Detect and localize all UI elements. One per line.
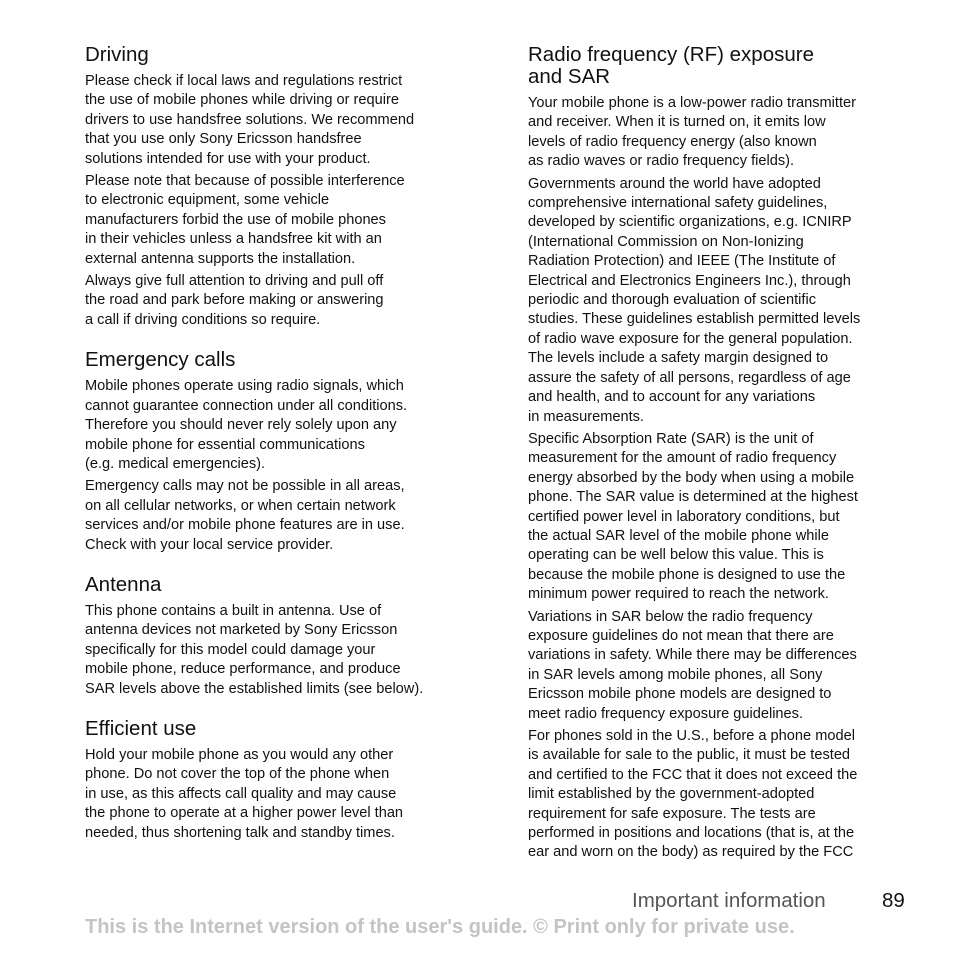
paragraph: For phones sold in the U.S., before a phone model is available for sale to the public, it must be tested and certified to the FCC that it does not exceed the limit established by the government-adopted requirement for safe exposure. The tests are performed in positions and locations (that is, at the ear and worn on the body) as required by the FCC [528, 728, 858, 861]
paragraph: Emergency calls may not be possible in all areas, on all cellular networks, or when certain network services and/or mobile phone features are in use. Check with your local service provider. [85, 478, 405, 553]
page-number: 89 [882, 889, 905, 912]
section-heading-driving: Driving [85, 43, 149, 66]
footer-section-label: Important information [632, 889, 826, 912]
paragraph: Please check if local laws and regulations restrict the use of mobile phones while driving or require drivers to use handsfree solutions. We recommend that you use only Sony Ericsson handsfree solutions intended for use with your product. [85, 73, 415, 167]
paragraph: Your mobile phone is a low-power radio transmitter and receiver. When it is turned on, it emits low levels of radio frequency energy (also known as radio waves or radio frequency fields). [528, 95, 856, 170]
section-driving [85, 44, 470, 330]
internet-version-notice: This is the Internet version of the user's guide. © Print only for private use. [85, 916, 795, 938]
paragraph: This phone contains a built in antenna. Use of antenna devices not marketed by Sony Ericsson specifically for this model could damage your mobile phone, reduce performance, and produce SAR levels above the established limits (see below). [85, 602, 424, 697]
paragraph: Variations in SAR below the radio frequency exposure guidelines do not mean that there are variations in safety. While there may be differences in SAR levels among mobile phones, all Sony Ericsson mobile phone models are designed to meet radio frequency exposure guidelines. [528, 608, 857, 722]
right-column [528, 44, 913, 882]
section-heading-emergency-calls: Emergency calls [85, 348, 236, 372]
paragraph: Hold your mobile phone as you would any other phone. Do not cover the top of the phone when in use, as this affects call quality and may cause the phone to operate at a higher power level than needed, thus shortening talk and standby times. [85, 746, 404, 841]
section-efficient-use [85, 718, 470, 843]
paragraph: Please note that because of possible interference to electronic equipment, some vehicle manufacturers forbid the use of mobile phones in their vehicles unless a handsfree kit with an external antenna supports the installation. [85, 173, 405, 267]
paragraph: Specific Absorption Rate (SAR) is the unit of measurement for the amount of radio frequency energy absorbed by the body when using a mobile phone. The SAR value is determined at the highest certified power level in laboratory conditions, but the actual SAR level of the mobile phone while operating can be well below this value. This is because the mobile phone is designed to use the minimum power required to reach the network. [528, 430, 858, 603]
left-column [85, 44, 470, 862]
paragraph: Governments around the world have adopted comprehensive international safety guidelines, developed by scientific organizations, e.g. ICNIRP (International Commission on Non-Ionizing Radiation Protection) and IEEE (The Institute of Electrical and Electronics Engineers Inc.), through periodic and thorough evaluation of scientific studies. These guidelines establish permitted levels of radio wave exposure for the general population. The levels include a safety margin designed to assure the safety of all persons, regardless of age and health, and to account for any variations in measurements. [528, 175, 861, 425]
section-heading-efficient-use: Efficient use [85, 716, 197, 740]
paragraph: Always give full attention to driving and pull off the road and park before making or answering a call if driving conditions so require. [85, 273, 384, 328]
section-rf-exposure [528, 44, 913, 863]
paragraph: Mobile phones operate using radio signals, which cannot guarantee connection under all conditions. Therefore you should never rely solely upon any mobile phone for essential communications (e.g. medical emergencies). [85, 378, 408, 472]
section-heading-rf-exposure: Radio frequency (RF) exposure and SAR [528, 43, 814, 88]
section-emergency-calls [85, 349, 470, 555]
section-heading-antenna: Antenna [85, 572, 162, 596]
section-antenna [85, 574, 470, 699]
